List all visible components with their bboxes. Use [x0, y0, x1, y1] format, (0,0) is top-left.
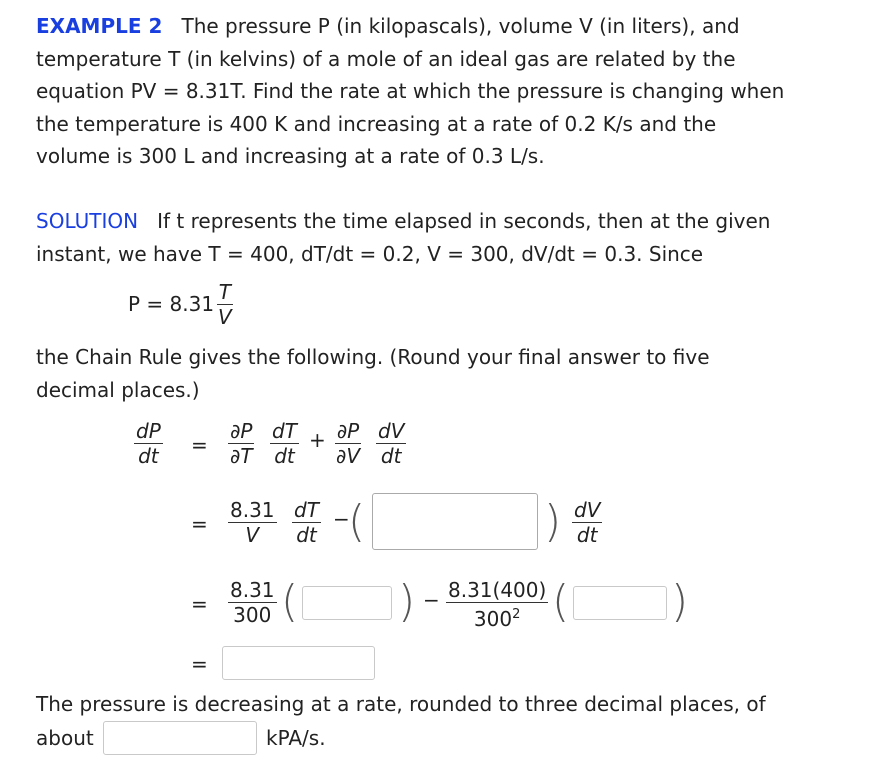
n831-num-2: 8.31 — [230, 578, 275, 602]
right-paren-2: ) — [398, 576, 416, 627]
831-over-300 — [228, 578, 277, 627]
statement-line-2: temperature T (in kelvins) of a mole of an ideal gas are related by the — [36, 46, 736, 71]
dv-dt-fraction-2 — [572, 498, 602, 547]
n300sq-den — [472, 603, 522, 631]
statement-line-4: the temperature is 400 K and increasing at a rate of 0.2 K/s and the — [36, 111, 717, 136]
dV-num-2: dV — [574, 498, 601, 522]
statement-text-1: The pressure P (in kilopascals), volume V (in liters), and — [181, 14, 740, 38]
dV-num: dV — [378, 419, 405, 443]
8314-over-300sq — [446, 578, 548, 631]
dt-dt-fraction-1 — [270, 419, 299, 468]
conclusion-unit: kPA/s. — [266, 726, 326, 750]
p-fraction-den: V — [218, 305, 232, 329]
dt-den-3: dt — [380, 444, 402, 468]
solution-label: SOLUTION — [36, 209, 139, 233]
chain-rule-text — [36, 341, 856, 406]
right-paren-1: ) — [544, 496, 562, 547]
partial-p-num: ∂P — [230, 419, 253, 443]
dt-den-5: dt — [576, 523, 598, 547]
dt-dt-answer-input[interactable] — [302, 586, 392, 620]
dp-dt-fraction — [134, 419, 163, 468]
conclusion-about: about — [36, 726, 94, 750]
dT-num-2: dT — [294, 498, 319, 522]
partial-p-num-2: ∂P — [336, 419, 360, 443]
equals-sign-1: = — [191, 433, 208, 457]
equals-sign-2: = — [191, 512, 208, 536]
left-paren-3: ( — [552, 576, 570, 627]
chain-line-2: decimal places.) — [36, 377, 200, 402]
n831-num: 8.31 — [230, 498, 275, 522]
conclusion-line-1: The pressure is decreasing at a rate, rounded to three decimal places, of — [36, 692, 766, 716]
right-paren-3: ) — [671, 576, 689, 627]
831-over-v — [228, 498, 277, 547]
rate-answer-input[interactable] — [103, 721, 257, 755]
chain-line-1: the Chain Rule gives the following. (Round your final answer to five — [36, 345, 710, 369]
final-dp-dt-answer-input[interactable] — [222, 646, 375, 680]
partial-v-den: ∂V — [336, 444, 361, 468]
n300sq-base: 300 — [473, 607, 513, 631]
example-label: EXAMPLE 2 — [36, 14, 163, 38]
dt-den-4: dt — [296, 523, 317, 547]
minus-sign-2: − — [423, 588, 440, 612]
n831-400-num: 8.31(400) — [448, 578, 547, 602]
left-paren-1: ( — [348, 496, 366, 547]
partial-p-partial-v — [334, 419, 362, 468]
dv-dt-fraction-1 — [376, 419, 406, 468]
problem-statement — [36, 10, 856, 173]
partial-t-den: ∂T — [230, 444, 253, 468]
partial-p-partial-t — [228, 419, 255, 468]
solution-intro — [36, 205, 856, 270]
left-paren-2: ( — [281, 576, 299, 627]
minus-sign-1: − — [333, 507, 350, 531]
plus-sign: + — [309, 428, 326, 452]
dp-num: dP — [136, 419, 161, 443]
dt-den: dt — [138, 444, 159, 468]
partial-p-partial-v-answer-input[interactable] — [372, 493, 538, 550]
statement-line-1 — [36, 10, 856, 43]
t-over-v-fraction — [216, 280, 234, 329]
dT-num: dT — [272, 419, 297, 443]
solution-line-1 — [36, 205, 856, 238]
equals-sign-4: = — [191, 652, 208, 676]
n300-den: 300 — [233, 603, 272, 627]
p-fraction-num: T — [218, 280, 231, 304]
dt-dt-fraction-2 — [292, 498, 321, 547]
p-equation-lhs: P = 8.31 — [128, 292, 215, 316]
dt-den-2: dt — [274, 444, 295, 468]
solution-line-2: instant, we have T = 400, dT/dt = 0.2, V = 300, dV/dt = 0.3. Since — [36, 241, 704, 266]
statement-line-5: volume is 300 L and increasing at a rate of 0.3 L/s. — [36, 144, 545, 168]
equals-sign-3: = — [191, 592, 208, 616]
squared-exponent: 2 — [512, 607, 521, 622]
v-den: V — [245, 523, 260, 547]
dv-dt-answer-input[interactable] — [573, 586, 667, 620]
solution-text-1: If t represents the time elapsed in seconds, then at the given — [157, 209, 771, 233]
statement-line-3: equation PV = 8.31T. Find the rate at which the pressure is changing when — [36, 79, 785, 103]
